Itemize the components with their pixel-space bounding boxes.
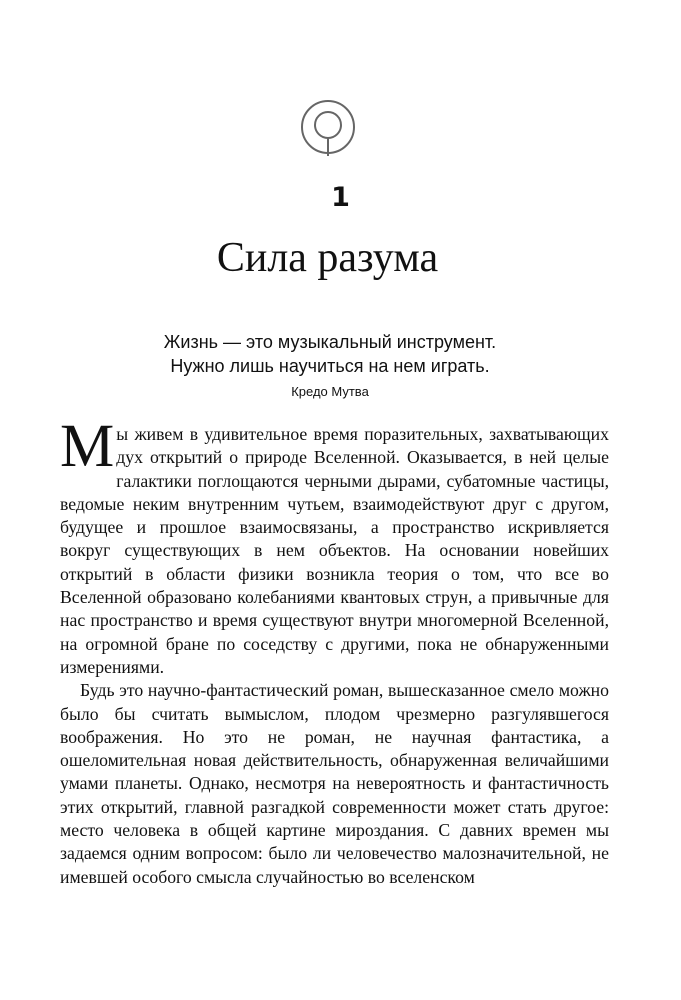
paragraph-2: Будь это научно-фантастический роман, вышесказанное смело можно было бы считать вымыслом, плодом чрезмерно разгулявшегося воображения. Но это не роман, не научная фантастика, а ошеломительная новая действительность, обнаруженная величайшими умами планеты. Однако, несмотря на невероятность и фантастичность этих открытий, главной разгадкой современности может стать другое: место человека в общей картине мироздания. С давних времен мы задаемся одним вопросом: было ли человечество малозначительной, не имевшей особого смысла случайностью во вселенском	[60, 680, 609, 887]
chapter-emblem-icon	[299, 98, 357, 158]
paragraph-1-text: ы живем в удивительное время поразительных, захватывающих дух открытий о природе Вселенной. Оказывается, в ней целые галактики поглощаются черными дырами, субатомные частицы, ведомые неким внутренним чутьем, взаимодействуют друг с другом, будущее и прошлое взаимосвязаны, а пространство искривляется вокруг существующих в нем объектов. На основании новейших открытий в области физики возникла теория о том, что все во Вселенной образовано колебаниями квантовых струн, а привычные для нас пространство и время существуют внутри многомерной Вселенной, на огромной бране по соседству с другими, пока не обнаруженными измерениями.	[60, 424, 609, 677]
paragraph-1	[60, 413, 609, 679]
chapter-title: Сила разума	[216, 235, 439, 281]
epigraph-author: Кредо Мутва	[291, 384, 369, 399]
epigraph	[100, 330, 560, 402]
epigraph-line-2: Нужно лишь научиться на нем играть.	[170, 356, 490, 376]
epigraph-line-1: Жизнь — это музыкальный инструмент.	[163, 332, 497, 352]
chapter-number: 1	[331, 182, 350, 213]
body-text	[60, 413, 609, 889]
drop-cap: М	[60, 413, 115, 480]
